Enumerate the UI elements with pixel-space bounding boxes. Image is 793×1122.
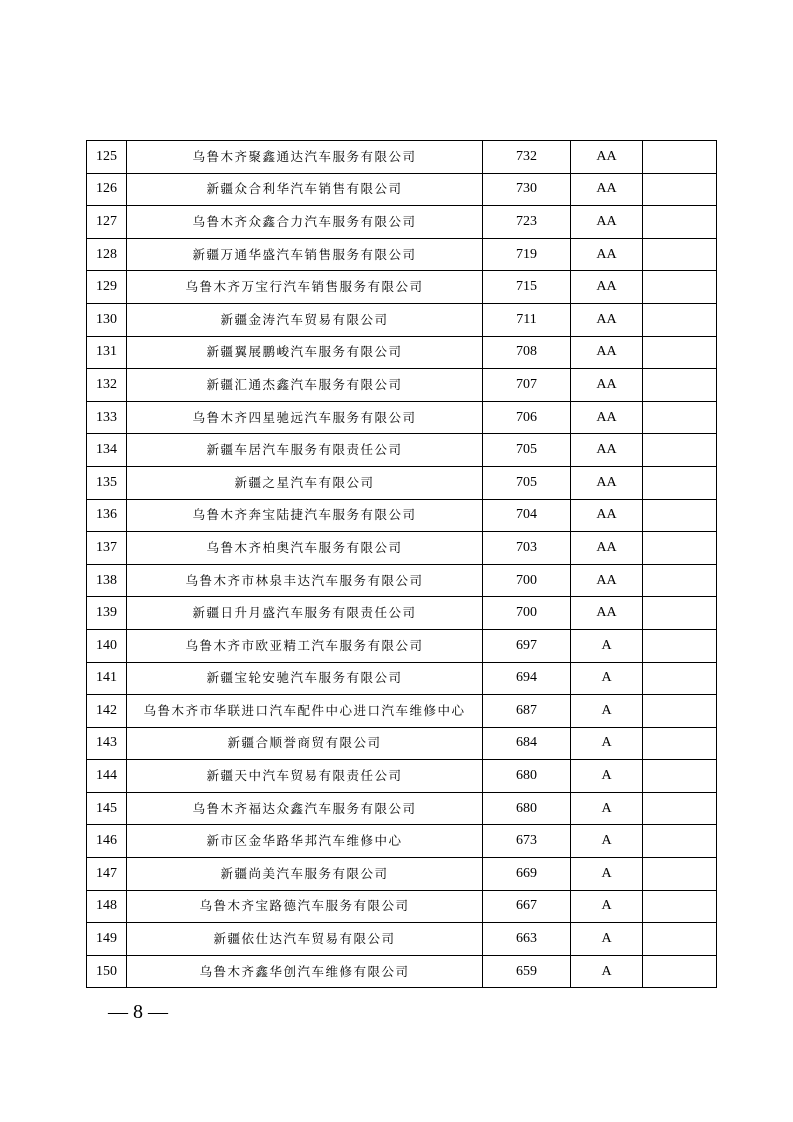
credit-grade: A (571, 955, 643, 988)
table-row (87, 760, 717, 793)
row-index: 133 (87, 401, 127, 434)
table-row (87, 141, 717, 174)
company-name: 乌鲁木齐奔宝陆捷汽车服务有限公司 (127, 499, 483, 532)
company-name: 新疆合顺誉商贸有限公司 (127, 727, 483, 760)
credit-score: 673 (483, 825, 571, 858)
credit-score: 705 (483, 434, 571, 467)
credit-grade: AA (571, 499, 643, 532)
remarks-cell (643, 499, 717, 532)
company-name: 乌鲁木齐福达众鑫汽车服务有限公司 (127, 792, 483, 825)
table-row (87, 629, 717, 662)
credit-grade: A (571, 629, 643, 662)
table-row (87, 825, 717, 858)
credit-score: 694 (483, 662, 571, 695)
row-index: 138 (87, 564, 127, 597)
table-row (87, 923, 717, 956)
credit-score: 723 (483, 206, 571, 239)
credit-grade: A (571, 695, 643, 728)
credit-score: 704 (483, 499, 571, 532)
remarks-cell (643, 466, 717, 499)
table-row (87, 303, 717, 336)
credit-score: 708 (483, 336, 571, 369)
credit-grade: AA (571, 532, 643, 565)
credit-grade: AA (571, 238, 643, 271)
remarks-cell (643, 760, 717, 793)
remarks-cell (643, 923, 717, 956)
company-name: 乌鲁木齐市华联进口汽车配件中心进口汽车维修中心 (127, 695, 483, 728)
table-row (87, 173, 717, 206)
remarks-cell (643, 336, 717, 369)
company-name: 乌鲁木齐聚鑫通达汽车服务有限公司 (127, 141, 483, 174)
credit-score: 687 (483, 695, 571, 728)
credit-grade: A (571, 825, 643, 858)
row-index: 136 (87, 499, 127, 532)
credit-grade: A (571, 760, 643, 793)
credit-score: 667 (483, 890, 571, 923)
credit-score: 705 (483, 466, 571, 499)
row-index: 143 (87, 727, 127, 760)
row-index: 141 (87, 662, 127, 695)
credit-grade: A (571, 890, 643, 923)
table-row (87, 434, 717, 467)
credit-grade: AA (571, 597, 643, 630)
remarks-cell (643, 532, 717, 565)
table-row (87, 662, 717, 695)
table-row (87, 727, 717, 760)
company-name: 乌鲁木齐四星驰远汽车服务有限公司 (127, 401, 483, 434)
row-index: 146 (87, 825, 127, 858)
table-row (87, 792, 717, 825)
credit-grade: AA (571, 303, 643, 336)
table-row (87, 695, 717, 728)
company-name: 新市区金华路华邦汽车维修中心 (127, 825, 483, 858)
row-index: 135 (87, 466, 127, 499)
credit-score: 669 (483, 858, 571, 891)
credit-grade: AA (571, 564, 643, 597)
row-index: 130 (87, 303, 127, 336)
credit-score: 730 (483, 173, 571, 206)
company-name: 新疆金涛汽车贸易有限公司 (127, 303, 483, 336)
credit-score: 715 (483, 271, 571, 304)
credit-grade: AA (571, 434, 643, 467)
credit-grade: AA (571, 141, 643, 174)
credit-score: 719 (483, 238, 571, 271)
remarks-cell (643, 206, 717, 239)
row-index: 144 (87, 760, 127, 793)
table-row (87, 401, 717, 434)
row-index: 129 (87, 271, 127, 304)
company-name: 乌鲁木齐万宝行汽车销售服务有限公司 (127, 271, 483, 304)
row-index: 149 (87, 923, 127, 956)
credit-score: 697 (483, 629, 571, 662)
rating-table-body (87, 141, 717, 988)
company-name: 乌鲁木齐众鑫合力汽车服务有限公司 (127, 206, 483, 239)
credit-grade: AA (571, 336, 643, 369)
credit-score: 680 (483, 792, 571, 825)
credit-score: 659 (483, 955, 571, 988)
remarks-cell (643, 955, 717, 988)
remarks-cell (643, 369, 717, 402)
row-index: 125 (87, 141, 127, 174)
remarks-cell (643, 890, 717, 923)
table-row (87, 238, 717, 271)
credit-grade: AA (571, 271, 643, 304)
company-name: 新疆车居汽车服务有限责任公司 (127, 434, 483, 467)
page-number: — 8 — (108, 1001, 168, 1023)
credit-grade: AA (571, 173, 643, 206)
remarks-cell (643, 629, 717, 662)
credit-score: 711 (483, 303, 571, 336)
row-index: 150 (87, 955, 127, 988)
credit-grade: AA (571, 401, 643, 434)
table-row (87, 369, 717, 402)
remarks-cell (643, 401, 717, 434)
company-name: 新疆尚美汽车服务有限公司 (127, 858, 483, 891)
remarks-cell (643, 434, 717, 467)
company-name: 新疆日升月盛汽车服务有限责任公司 (127, 597, 483, 630)
credit-score: 706 (483, 401, 571, 434)
row-index: 126 (87, 173, 127, 206)
company-name: 新疆万通华盛汽车销售服务有限公司 (127, 238, 483, 271)
table-row (87, 564, 717, 597)
table-row (87, 858, 717, 891)
table-row (87, 890, 717, 923)
company-name: 新疆宝轮安驰汽车服务有限公司 (127, 662, 483, 695)
remarks-cell (643, 825, 717, 858)
table-row (87, 597, 717, 630)
company-name: 新疆之星汽车有限公司 (127, 466, 483, 499)
table-row (87, 336, 717, 369)
remarks-cell (643, 662, 717, 695)
credit-score: 703 (483, 532, 571, 565)
remarks-cell (643, 141, 717, 174)
credit-score: 700 (483, 564, 571, 597)
credit-score: 684 (483, 727, 571, 760)
company-name: 乌鲁木齐宝路德汽车服务有限公司 (127, 890, 483, 923)
table-row (87, 532, 717, 565)
row-index: 142 (87, 695, 127, 728)
row-index: 128 (87, 238, 127, 271)
credit-grade: A (571, 727, 643, 760)
row-index: 137 (87, 532, 127, 565)
remarks-cell (643, 238, 717, 271)
credit-grade: A (571, 792, 643, 825)
remarks-cell (643, 597, 717, 630)
company-name: 新疆依仕达汽车贸易有限公司 (127, 923, 483, 956)
row-index: 140 (87, 629, 127, 662)
row-index: 148 (87, 890, 127, 923)
company-name: 乌鲁木齐柏奥汽车服务有限公司 (127, 532, 483, 565)
company-name: 乌鲁木齐市林泉丰达汽车服务有限公司 (127, 564, 483, 597)
remarks-cell (643, 727, 717, 760)
remarks-cell (643, 858, 717, 891)
row-index: 127 (87, 206, 127, 239)
company-name: 新疆众合利华汽车销售有限公司 (127, 173, 483, 206)
company-name: 新疆天中汽车贸易有限责任公司 (127, 760, 483, 793)
company-name: 新疆汇通杰鑫汽车服务有限公司 (127, 369, 483, 402)
table-row (87, 955, 717, 988)
rating-table (86, 140, 717, 988)
company-name: 新疆翼展鹏峻汽车服务有限公司 (127, 336, 483, 369)
table-row (87, 271, 717, 304)
credit-grade: A (571, 923, 643, 956)
row-index: 147 (87, 858, 127, 891)
company-name: 乌鲁木齐鑫华创汽车维修有限公司 (127, 955, 483, 988)
credit-grade: AA (571, 466, 643, 499)
remarks-cell (643, 173, 717, 206)
table-row (87, 466, 717, 499)
row-index: 134 (87, 434, 127, 467)
credit-score: 707 (483, 369, 571, 402)
row-index: 139 (87, 597, 127, 630)
row-index: 131 (87, 336, 127, 369)
credit-score: 732 (483, 141, 571, 174)
remarks-cell (643, 303, 717, 336)
row-index: 145 (87, 792, 127, 825)
credit-score: 700 (483, 597, 571, 630)
credit-grade: A (571, 662, 643, 695)
credit-score: 680 (483, 760, 571, 793)
credit-grade: A (571, 858, 643, 891)
credit-grade: AA (571, 206, 643, 239)
row-index: 132 (87, 369, 127, 402)
credit-score: 663 (483, 923, 571, 956)
table-row (87, 499, 717, 532)
remarks-cell (643, 564, 717, 597)
credit-grade: AA (571, 369, 643, 402)
table-row (87, 206, 717, 239)
company-name: 乌鲁木齐市欧亚精工汽车服务有限公司 (127, 629, 483, 662)
remarks-cell (643, 792, 717, 825)
remarks-cell (643, 271, 717, 304)
remarks-cell (643, 695, 717, 728)
